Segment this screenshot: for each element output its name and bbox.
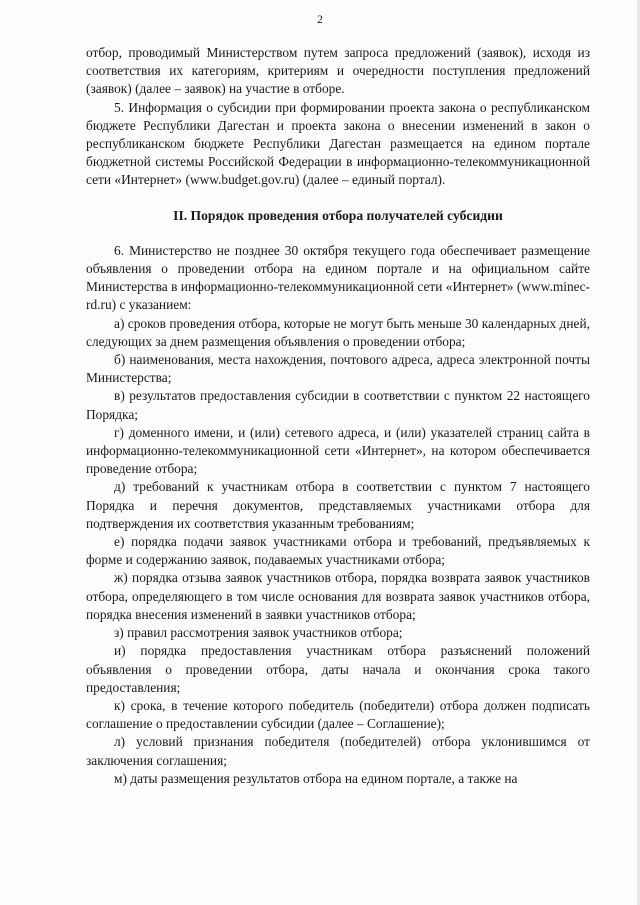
list-item-l: л) условий признания победителя (победителей) отбора уклонившимся от заключения соглашения; bbox=[86, 734, 590, 768]
list-item-b: б) наименования, места нахождения, почтового адреса, адреса электронной почты Министерства; bbox=[86, 352, 590, 386]
list-item-z: з) правил рассмотрения заявок участников отбора; bbox=[114, 625, 403, 641]
page-number: 2 bbox=[317, 14, 323, 26]
list-item-e: е) порядка подачи заявок участниками отбора и требований, предъявляемых к форме и содержанию заявок, подаваемых участниками отбора; bbox=[86, 534, 590, 568]
list-item-m: м) даты размещения результатов отбора на едином портале, а также на bbox=[114, 770, 518, 786]
paragraph-6: 6. Министерство не позднее 30 октября текущего года обеспечивает размещение объявления о проведении отбора на едином портале и на официальном сайте Министерства в информационно-телекоммуникационной сети «Интернет» (www.minec-rd.ru) с указанием: bbox=[86, 242, 590, 313]
list-item-d: д) требований к участникам отбора в соответствии с пунктом 7 настоящего Порядка и перечня документов, представляемых участниками отбора для подтверждения их соответствия указанным требованиям; bbox=[86, 479, 590, 531]
paragraph-5: 5. Информация о субсидии при формировании проекта закона о республиканском бюджете Республики Дагестан и проекта закона о внесении изменений в закон о республиканском бюджете Республики Дагестан размещается на едином портале бюджетной системы Российской Федерации в информационно-телекоммуникационной сети «Интернет» (www.budget.gov.ru) (далее – единый портал). bbox=[86, 99, 590, 188]
list-item-zh: ж) порядка отзыва заявок участников отбора, порядка возврата заявок участников отбора, определяющего в том числе основания для возврата заявок участников отбора, порядка внесения изменений в заявки участников отбора; bbox=[86, 570, 590, 622]
list-item-k: к) срока, в течение которого победитель (победители) отбора должен подписать соглашение о предоставлении субсидии (далее – Соглашение); bbox=[86, 697, 590, 732]
list-item-v: в) результатов предоставления субсидии в соответствии с пунктом 22 настоящего Порядка; bbox=[86, 388, 590, 422]
section-heading: II. Порядок проведения отбора получателей субсидии bbox=[173, 207, 503, 223]
list-item-i: и) порядка предоставления участникам отбора разъяснений положений объявления о проведении отбора, даты начала и окончания срока такого предоставления; bbox=[86, 643, 590, 695]
paragraph-continuation: отбор, проводимый Министерством путем запроса предложений (заявок), исходя из соответствия их категориям, критериям и очередности поступления предложений (заявок) (далее – заявок) на участие в отборе. bbox=[86, 45, 590, 97]
list-item-g: г) доменного имени, и (или) сетевого адреса, и (или) указателей страниц сайта в информационно-телекоммуникационной сети «Интернет», на котором обеспечивается проведение отбора; bbox=[86, 424, 590, 477]
document-body bbox=[86, 44, 590, 788]
list-item-a: а) сроков проведения отбора, которые не могут быть меньше 30 календарных дней, следующих за днем размещения объявления о проведении отбора; bbox=[86, 315, 590, 349]
